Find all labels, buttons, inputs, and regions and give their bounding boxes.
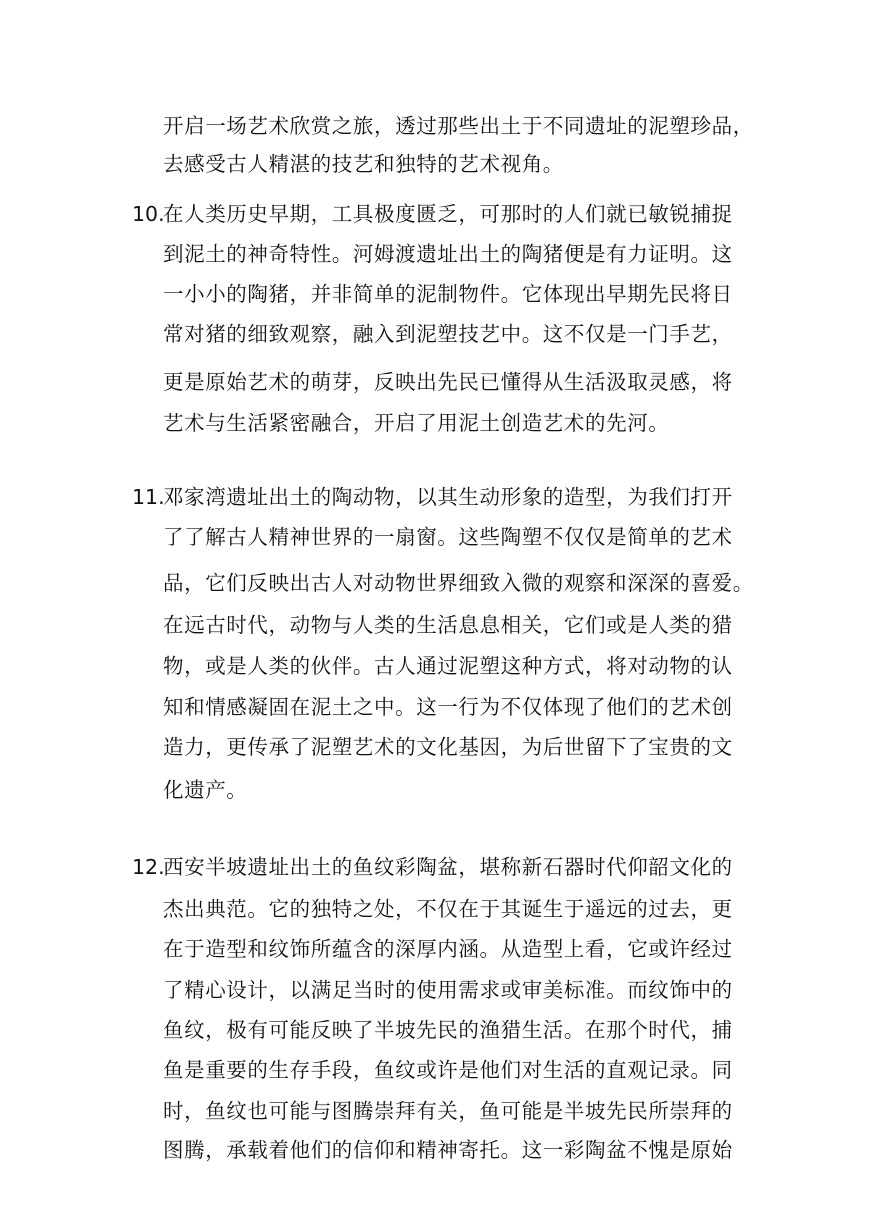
text-line: 去感受古人精湛的技艺和独特的艺术视角。 (163, 152, 564, 176)
text-line: 在远古时代，动物与人类的生活息息相关，它们或是人类的猎 (163, 613, 733, 637)
text-line: 杰出典范。它的独特之处，不仅在于其诞生于遥远的过去，更 (163, 897, 733, 921)
text-line: 一小小的陶猪，并非简单的泥制物件。它体现出早期先民将日 (163, 282, 733, 306)
text-line: 物，或是人类的伙伴。古人通过泥塑这种方式，将对动物的认 (163, 654, 733, 678)
text-line: 在于造型和纹饰所蕴含的深厚内涵。从造型上看，它或许经过 (163, 937, 733, 961)
text-line: 常对猪的细致观察，融入到泥塑技艺中。这不仅是一门手艺， (163, 322, 733, 346)
text-line: 更是原始艺术的萌芽，反映出先民已懂得从生活汲取灵感，将 (163, 370, 733, 394)
text-line: 鱼是重要的生存手段，鱼纹或许是他们对生活的直观记录。同 (163, 1058, 733, 1082)
item-number: 10. (132, 202, 165, 226)
text-line: 到泥土的神奇特性。河姆渡遗址出土的陶猪便是有力证明。这 (163, 242, 733, 266)
text-line: 艺术与生活紧密融合，开启了用泥土创造艺术的先河。 (163, 411, 670, 435)
text-line: 鱼纹，极有可能反映了半坡先民的渔猎生活。在那个时代，捕 (163, 1018, 733, 1042)
text-line: 造力，更传承了泥塑艺术的文化基因，为后世留下了宝贵的文 (163, 735, 733, 759)
text-line: 时，鱼纹也可能与图腾崇拜有关，鱼可能是半坡先民所崇拜的 (163, 1099, 733, 1123)
text-line: 化遗产。 (163, 778, 248, 802)
text-line: 开启一场艺术欣赏之旅，透过那些出土于不同遗址的泥塑珍品， (163, 114, 754, 138)
text-line: 邓家湾遗址出土的陶动物，以其生动形象的造型，为我们打开 (163, 485, 733, 509)
text-line: 西安半坡遗址出土的鱼纹彩陶盆，堪称新石器时代仰韶文化的 (163, 855, 733, 879)
text-line: 在人类历史早期，工具极度匮乏，可那时的人们就已敏锐捕捉 (163, 202, 733, 226)
text-line: 知和情感凝固在泥土之中。这一行为不仅体现了他们的艺术创 (163, 695, 733, 719)
text-line: 品，它们反映出古人对动物世界细致入微的观察和深深的喜爱。 (163, 571, 754, 595)
item-number: 11. (132, 485, 165, 509)
text-line: 图腾，承载着他们的信仰和精神寄托。这一彩陶盆不愧是原始 (163, 1138, 733, 1162)
item-number: 12. (132, 855, 165, 879)
text-line: 了了解古人精神世界的一扇窗。这些陶塑不仅仅是简单的艺术 (163, 525, 733, 549)
text-line: 了精心设计，以满足当时的使用需求或审美标准。而纹饰中的 (163, 978, 733, 1002)
